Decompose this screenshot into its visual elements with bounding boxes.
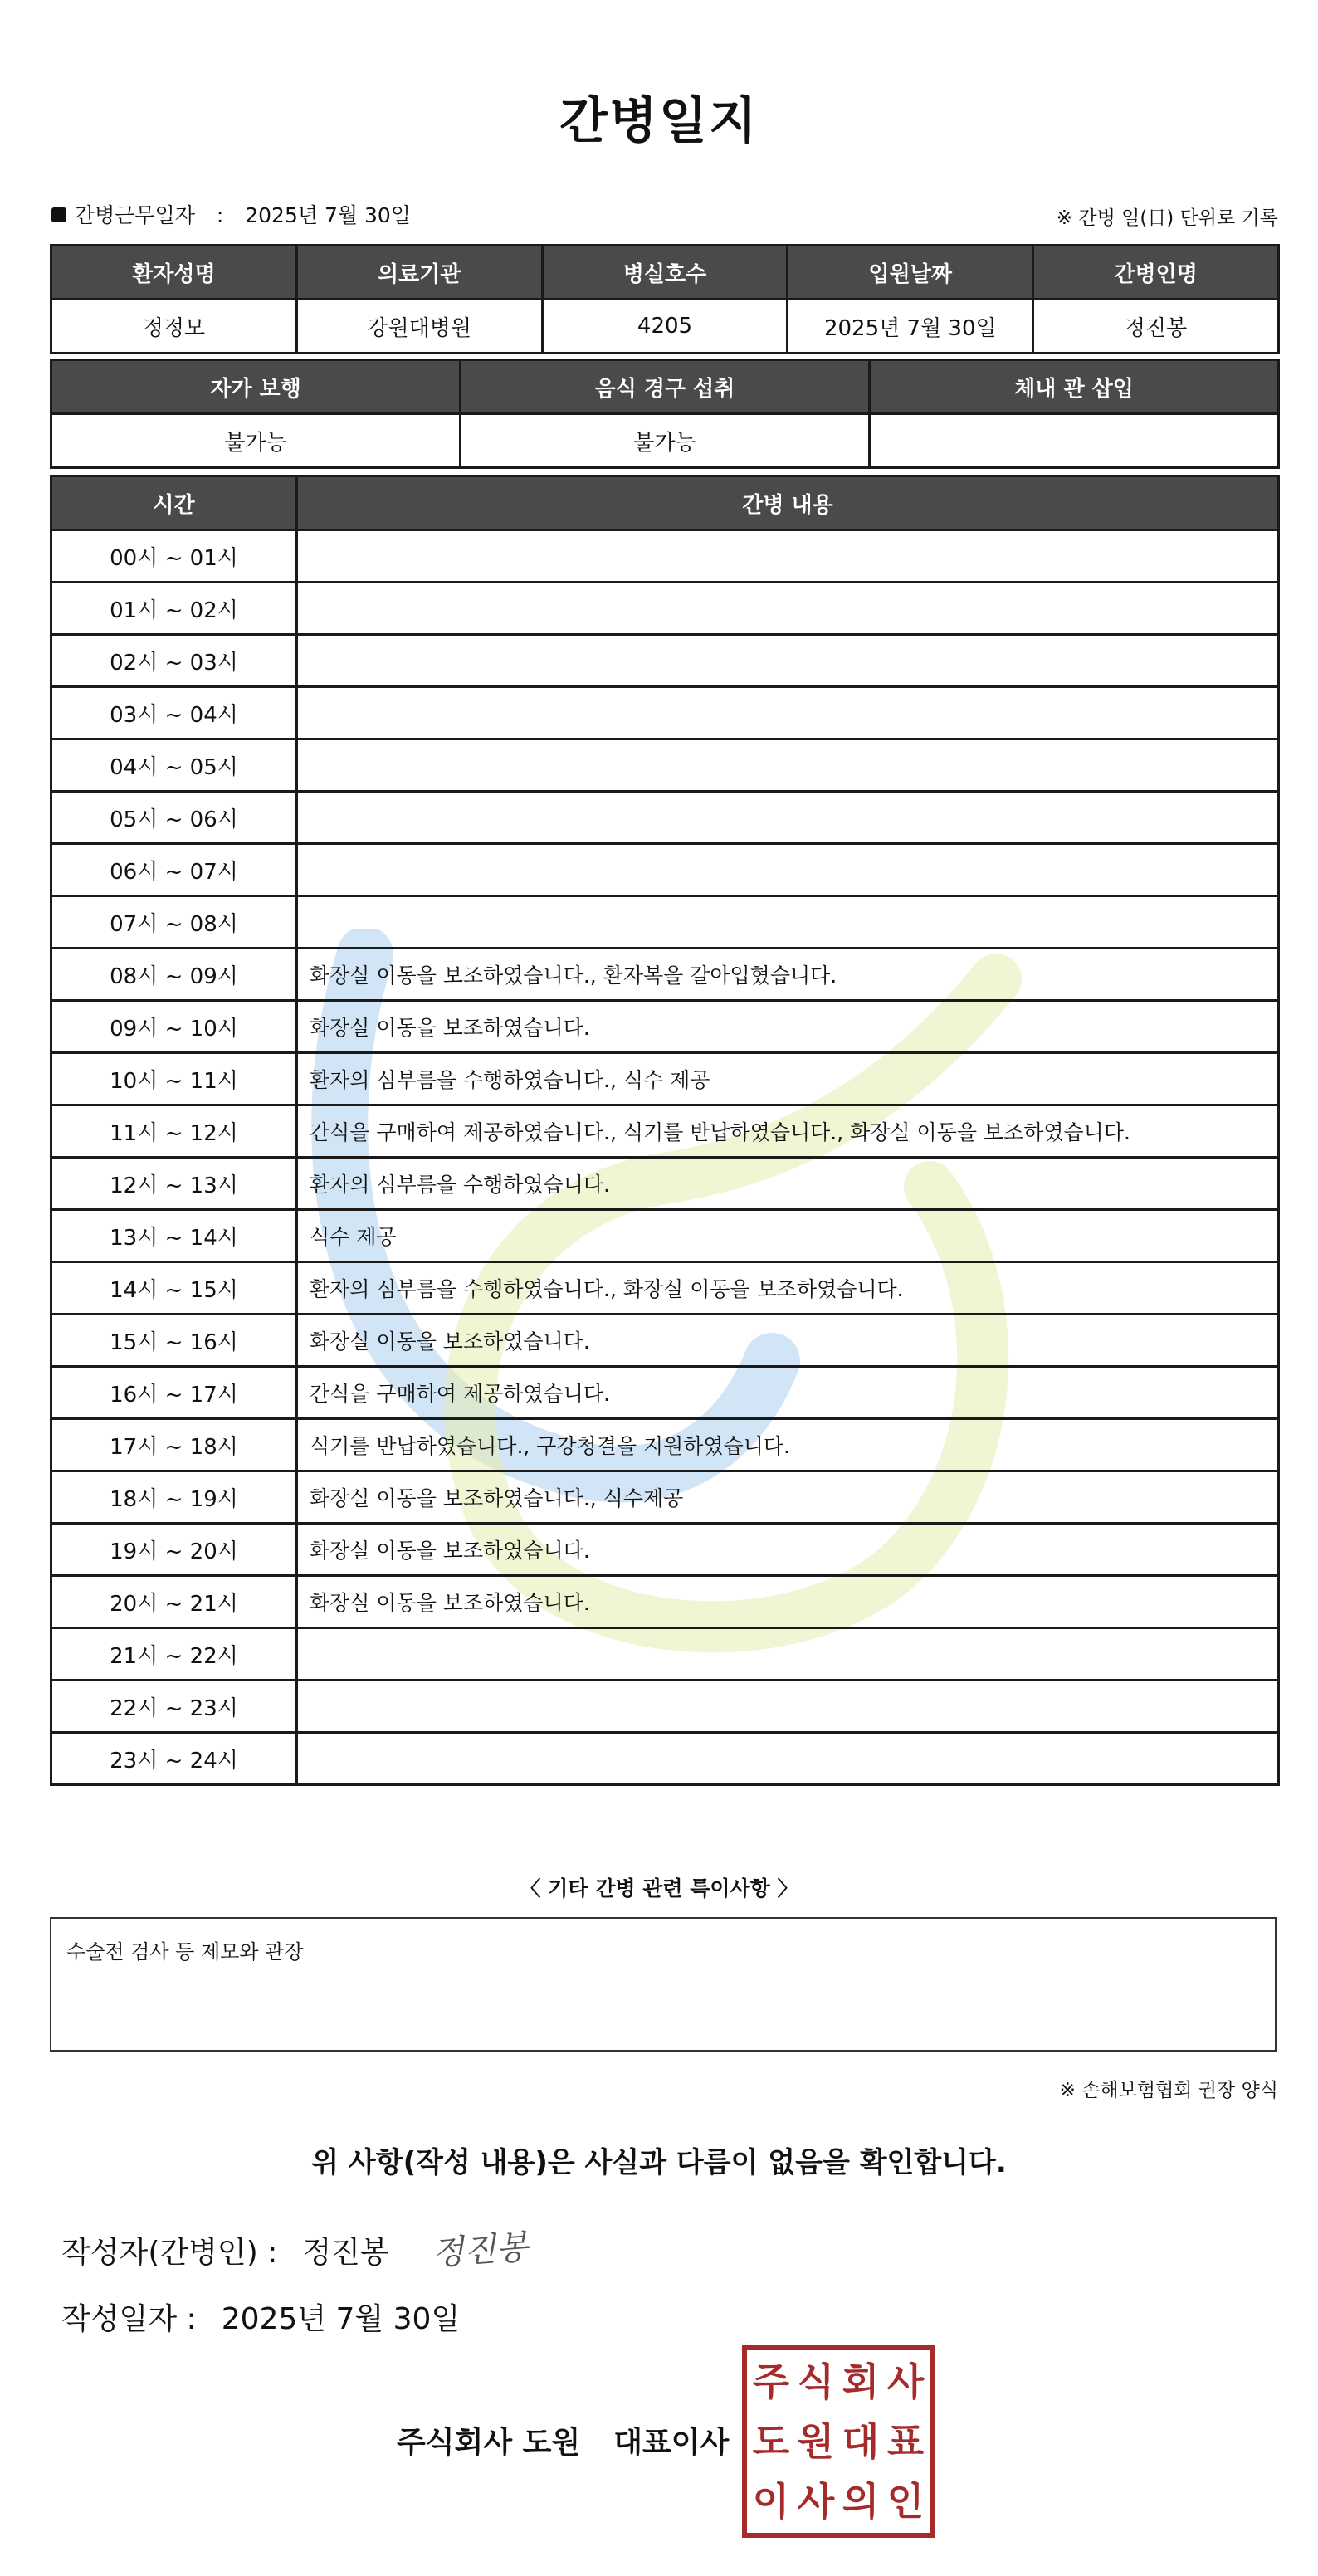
- walking-value: 불가능: [51, 414, 461, 468]
- care-time-cell: 09시 ~ 10시: [51, 1001, 297, 1053]
- header-caregiver: 간병인명: [1033, 246, 1279, 300]
- caregiver-name: 정진봉: [1033, 300, 1279, 354]
- care-log-row: [51, 1158, 1279, 1210]
- duty-date-label: 간병근무일자: [75, 203, 195, 227]
- duty-date-sep: :: [216, 203, 224, 227]
- seal-character: 대: [842, 2419, 880, 2464]
- oral-intake-value: 불가능: [461, 414, 870, 468]
- care-log-row: [51, 687, 1279, 739]
- header-room: 병실호수: [542, 246, 788, 300]
- care-time-cell: 11시 ~ 12시: [51, 1105, 297, 1158]
- seal-character: 표: [886, 2419, 925, 2464]
- care-time-cell: 02시 ~ 03시: [51, 635, 297, 687]
- care-time-cell: 07시 ~ 08시: [51, 896, 297, 949]
- care-log-row: [51, 1001, 1279, 1053]
- header-walking: 자가 보행: [51, 360, 461, 414]
- writer-name: 정진봉: [302, 2236, 389, 2270]
- seal-character: 주: [752, 2359, 790, 2404]
- care-log-row: [51, 1628, 1279, 1681]
- care-log-row: [51, 1733, 1279, 1785]
- writer-row: [61, 2229, 389, 2271]
- care-content-cell: [297, 687, 1279, 739]
- care-content-cell: 화장실 이동을 보조하였습니다., 식수제공: [297, 1471, 1279, 1524]
- care-time-cell: 04시 ~ 05시: [51, 739, 297, 792]
- care-content-cell: 화장실 이동을 보조하였습니다.: [297, 1524, 1279, 1576]
- duty-date-value: 2025년 7월 30일: [245, 203, 411, 227]
- care-time-cell: 03시 ~ 04시: [51, 687, 297, 739]
- condition-value-row: [51, 414, 1279, 468]
- seal-character: 도: [752, 2419, 790, 2464]
- care-content-cell: 간식을 구매하여 제공하였습니다., 식기를 반납하였습니다., 화장실 이동을 보조하였습니다.: [297, 1105, 1279, 1158]
- care-content-cell: [297, 844, 1279, 896]
- care-content-cell: 환자의 심부름을 수행하였습니다., 식수 제공: [297, 1053, 1279, 1105]
- care-log-row: [51, 1315, 1279, 1367]
- care-log-row: [51, 949, 1279, 1001]
- care-time-cell: 15시 ~ 16시: [51, 1315, 297, 1367]
- care-log-row: [51, 792, 1279, 844]
- bullet-icon: [51, 207, 66, 222]
- seal-character: 이: [752, 2479, 790, 2524]
- care-time-cell: 19시 ~ 20시: [51, 1524, 297, 1576]
- care-content-cell: 화장실 이동을 보조하였습니다.: [297, 1315, 1279, 1367]
- care-content-cell: 간식을 구매하여 제공하였습니다.: [297, 1367, 1279, 1419]
- care-content-cell: [297, 1733, 1279, 1785]
- care-log-row: [51, 1681, 1279, 1733]
- care-time-cell: 01시 ~ 02시: [51, 583, 297, 635]
- header-patient-name: 환자성명: [51, 246, 297, 300]
- seal-character: 식: [797, 2359, 835, 2404]
- patient-info-header-row: [51, 246, 1279, 300]
- header-admission-date: 입원날짜: [788, 246, 1033, 300]
- header-hospital: 의료기관: [296, 246, 542, 300]
- care-time-cell: 17시 ~ 18시: [51, 1419, 297, 1471]
- care-content-cell: 화장실 이동을 보조하였습니다., 환자복을 갈아입혔습니다.: [297, 949, 1279, 1001]
- care-log-rows: [51, 530, 1279, 1785]
- remarks-text: 수술전 검사 등 제모와 관장: [66, 1940, 304, 1964]
- care-content-cell: [297, 896, 1279, 949]
- care-log-row: [51, 1053, 1279, 1105]
- care-content-cell: 식기를 반납하였습니다., 구강청결을 지원하였습니다.: [297, 1419, 1279, 1471]
- written-date-label: 작성일자 :: [61, 2302, 197, 2336]
- care-log-row: [51, 1524, 1279, 1576]
- seal-character: 인: [886, 2479, 925, 2524]
- care-log-header-row: [51, 476, 1279, 530]
- care-content-cell: [297, 530, 1279, 583]
- care-time-cell: 00시 ~ 01시: [51, 530, 297, 583]
- care-time-cell: 18시 ~ 19시: [51, 1471, 297, 1524]
- seal-character: 원: [797, 2419, 835, 2464]
- header-time: 시간: [51, 476, 297, 530]
- care-time-cell: 16시 ~ 17시: [51, 1367, 297, 1419]
- care-log-table: [50, 475, 1280, 1786]
- company-signature-line: [397, 2419, 729, 2461]
- written-date-value: 2025년 7월 30일: [221, 2302, 461, 2336]
- company-seal-stamp: [742, 2345, 935, 2538]
- care-time-cell: 05시 ~ 06시: [51, 792, 297, 844]
- care-time-cell: 23시 ~ 24시: [51, 1733, 297, 1785]
- duty-date-line: [51, 199, 411, 229]
- care-log-row: [51, 1367, 1279, 1419]
- care-time-cell: 12시 ~ 13시: [51, 1158, 297, 1210]
- care-content-cell: 식수 제공: [297, 1210, 1279, 1262]
- care-log-row: [51, 1262, 1279, 1315]
- written-date-row: [61, 2295, 460, 2338]
- care-time-cell: 22시 ~ 23시: [51, 1681, 297, 1733]
- unit-note: ※ 간병 일(日) 단위로 기록: [1056, 207, 1278, 229]
- header-oral-intake: 음식 경구 섭취: [461, 360, 870, 414]
- care-log-row: [51, 1419, 1279, 1471]
- company-representative-title: 대표이사: [613, 2426, 730, 2460]
- care-log-row: [51, 635, 1279, 687]
- care-time-cell: 21시 ~ 22시: [51, 1628, 297, 1681]
- care-log-row: [51, 583, 1279, 635]
- care-content-cell: 화장실 이동을 보조하였습니다.: [297, 1001, 1279, 1053]
- confirmation-statement: 위 사항(작성 내용)은 사실과 다름이 없음을 확인합니다.: [311, 2146, 1007, 2179]
- care-content-cell: 환자의 심부름을 수행하였습니다.: [297, 1158, 1279, 1210]
- care-log-row: [51, 1105, 1279, 1158]
- care-time-cell: 14시 ~ 15시: [51, 1262, 297, 1315]
- association-form-note: ※ 손해보험협회 권장 양식: [1059, 2080, 1278, 2101]
- care-content-cell: [297, 1628, 1279, 1681]
- care-content-cell: [297, 739, 1279, 792]
- care-content-cell: 환자의 심부름을 수행하였습니다., 화장실 이동을 보조하였습니다.: [297, 1262, 1279, 1315]
- company-name: 주식회사 도원: [397, 2426, 581, 2460]
- seal-character: 회: [842, 2359, 880, 2404]
- care-log-row: [51, 739, 1279, 792]
- care-time-cell: 06시 ~ 07시: [51, 844, 297, 896]
- patient-info-table: [50, 244, 1280, 354]
- condition-header-row: [51, 360, 1279, 414]
- patient-condition-table: [50, 359, 1280, 469]
- care-log-row: [51, 1210, 1279, 1262]
- remarks-box: [50, 1917, 1277, 2052]
- remarks-title: 〈 기타 간병 관련 특이사항 〉: [520, 1876, 798, 1900]
- writer-label: 작성자(간병인) :: [61, 2236, 278, 2270]
- patient-info-value-row: [51, 300, 1279, 354]
- care-content-cell: [297, 1681, 1279, 1733]
- seal-character: 의: [842, 2479, 880, 2524]
- care-time-cell: 13시 ~ 14시: [51, 1210, 297, 1262]
- care-time-cell: 08시 ~ 09시: [51, 949, 297, 1001]
- tube-value: [870, 414, 1279, 468]
- care-time-cell: 20시 ~ 21시: [51, 1576, 297, 1628]
- care-content-cell: [297, 792, 1279, 844]
- care-log-row: [51, 530, 1279, 583]
- care-log-row: [51, 1471, 1279, 1524]
- care-log-row: [51, 844, 1279, 896]
- care-content-cell: 화장실 이동을 보조하였습니다.: [297, 1576, 1279, 1628]
- seal-character: 사: [886, 2359, 925, 2404]
- care-content-cell: [297, 635, 1279, 687]
- seal-character: 사: [797, 2479, 835, 2524]
- page-title: 간병일지: [559, 92, 759, 150]
- handwritten-signature: 정진봉: [430, 2228, 530, 2273]
- care-content-cell: [297, 583, 1279, 635]
- room-number: 4205: [542, 300, 788, 354]
- hospital-name: 강원대병원: [296, 300, 542, 354]
- admission-date: 2025년 7월 30일: [788, 300, 1033, 354]
- care-log-row: [51, 1576, 1279, 1628]
- care-time-cell: 10시 ~ 11시: [51, 1053, 297, 1105]
- header-tube: 체내 관 삽입: [870, 360, 1279, 414]
- patient-name: 정정모: [51, 300, 297, 354]
- header-care-content: 간병 내용: [297, 476, 1279, 530]
- care-log-row: [51, 896, 1279, 949]
